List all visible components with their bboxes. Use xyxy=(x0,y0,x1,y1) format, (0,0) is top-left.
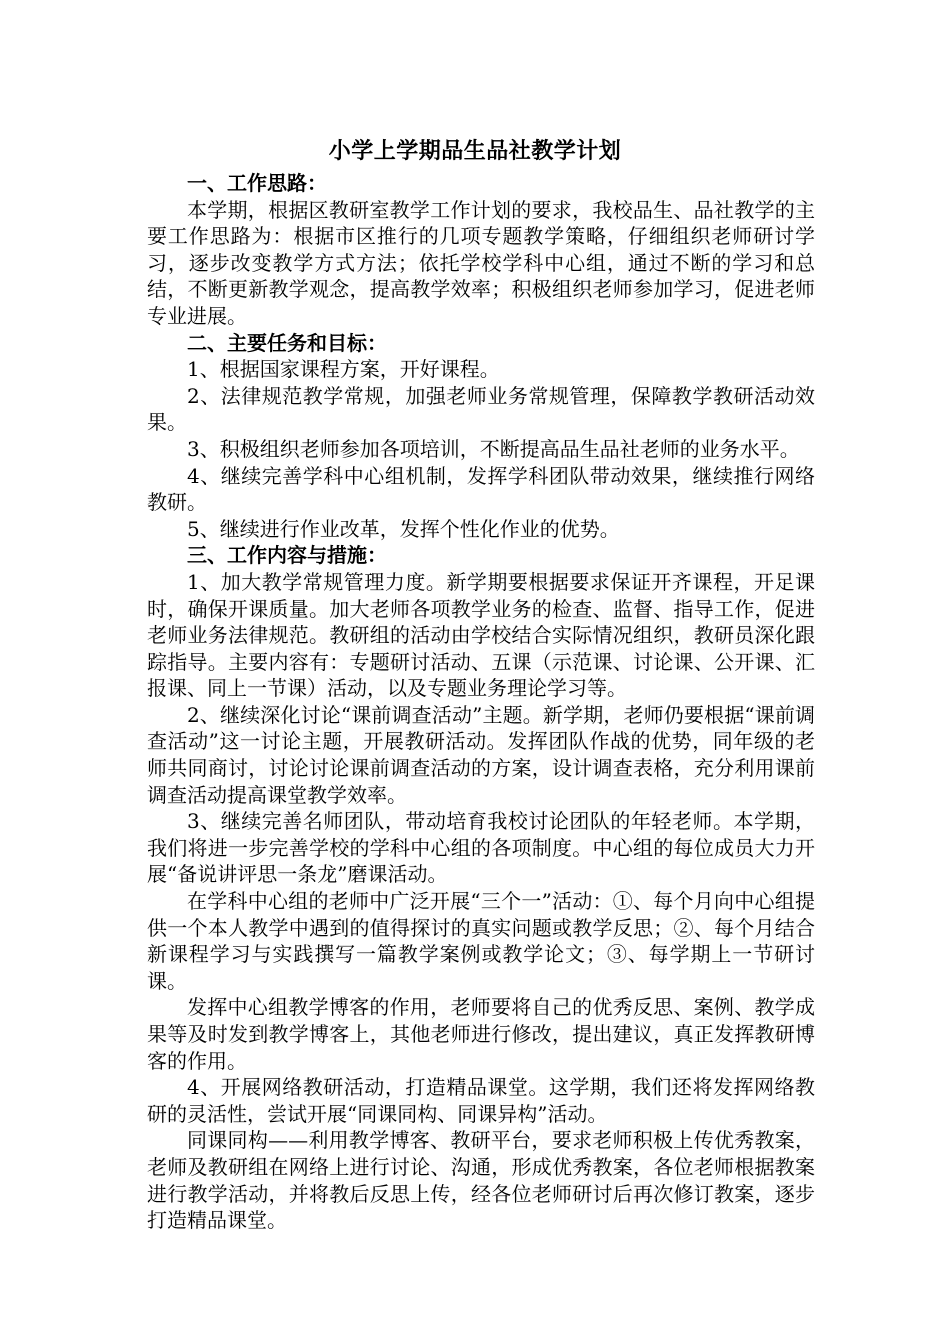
body-paragraph: 2、继续深化讨论“课前调查活动”主题。新学期，老师仍要根据“课前调查活动”这一讨论主题，开展教研活动。发挥团队作战的优势，同年级的老师共同商讨，讨论讨论课前调查活动的方案，设计调查表格，充分利用课前调查活动提高课堂教学效率。 xyxy=(147,702,815,807)
body-paragraph: 3、继续完善名师团队，带动培育我校讨论团队的年轻老师。本学期，我们将进一步完善学校的学科中心组的各项制度。中心组的每位成员大力开展“备说讲评思一条龙”磨课活动。 xyxy=(147,809,815,887)
section-heading: 二、主要任务和目标： xyxy=(187,330,387,355)
body-paragraph: 3、积极组织老师参加各项培训，不断提高品生品社老师的业务水平。 xyxy=(187,436,800,461)
body-paragraph: 发挥中心组教学博客的作用，老师要将自己的优秀反思、案例、教学成果等及时发到教学博客上，其他老师进行修改，提出建议，真正发挥教研博客的作用。 xyxy=(147,995,815,1073)
body-paragraph: 5、继续进行作业改革，发挥个性化作业的优势。 xyxy=(187,516,620,541)
body-paragraph: 在学科中心组的老师中广泛开展“三个一”活动：①、每个月向中心组提供一个本人教学中遇到的值得探讨的真实问题或教学反思；②、每个月结合新课程学习与实践撰写一篇教学案例或教学论文；③、每学期上一节研讨课。 xyxy=(147,889,815,993)
document-title: 小学上学期品生品社教学计划 xyxy=(328,138,622,164)
body-paragraph: 1、根据国家课程方案，开好课程。 xyxy=(187,357,500,382)
body-paragraph: 同课同构——利用教学博客、教研平台，要求老师积极上传优秀教案，老师及教研组在网络上进行讨论、沟通，形成优秀教案，各位老师根据教案进行教学活动，并将教后反思上传，经各位老师研讨后再次修订教案，逐步打造精品课堂。 xyxy=(147,1128,815,1233)
body-paragraph: 本学期，根据区教研室教学工作计划的要求，我校品生、品社教学的主要工作思路为：根据市区推行的几项专题教学策略，仔细组织老师研讨学习，逐步改变教学方式方法；依托学校学科中心组，通过不断的学习和总结，不断更新教学观念，提高教学效率；积极组织老师参加学习，促进老师专业进展。 xyxy=(147,197,815,328)
document-body xyxy=(147,170,815,1234)
body-paragraph: 2、法律规范教学常规，加强老师业务常规管理，保障教学教研活动效果。 xyxy=(147,383,815,435)
body-paragraph: 1、加大教学常规管理力度。新学期要根据要求保证开齐课程，开足课时，确保开课质量。加大老师各项教学业务的检查、监督、指导工作，促进老师业务法律规范。教研组的活动由学校结合实际情况组织，教研员深化跟踪指导。主要内容有：专题研讨活动、五课（示范课、讨论课、公开课、汇报课、同上一节课）活动，以及专题业务理论学习等。 xyxy=(147,569,815,701)
section-heading: 一、工作思路： xyxy=(187,171,327,195)
body-paragraph: 4、开展网络教研活动，打造精品课堂。这学期，我们还将发挥网络教研的灵活性，尝试开展“同课同构、同课异构”活动。 xyxy=(147,1075,815,1126)
section-heading: 三、工作内容与措施： xyxy=(187,543,387,568)
body-paragraph: 4、继续完善学科中心组机制，发挥学科团队带动效果，继续推行网络教研。 xyxy=(147,463,815,515)
